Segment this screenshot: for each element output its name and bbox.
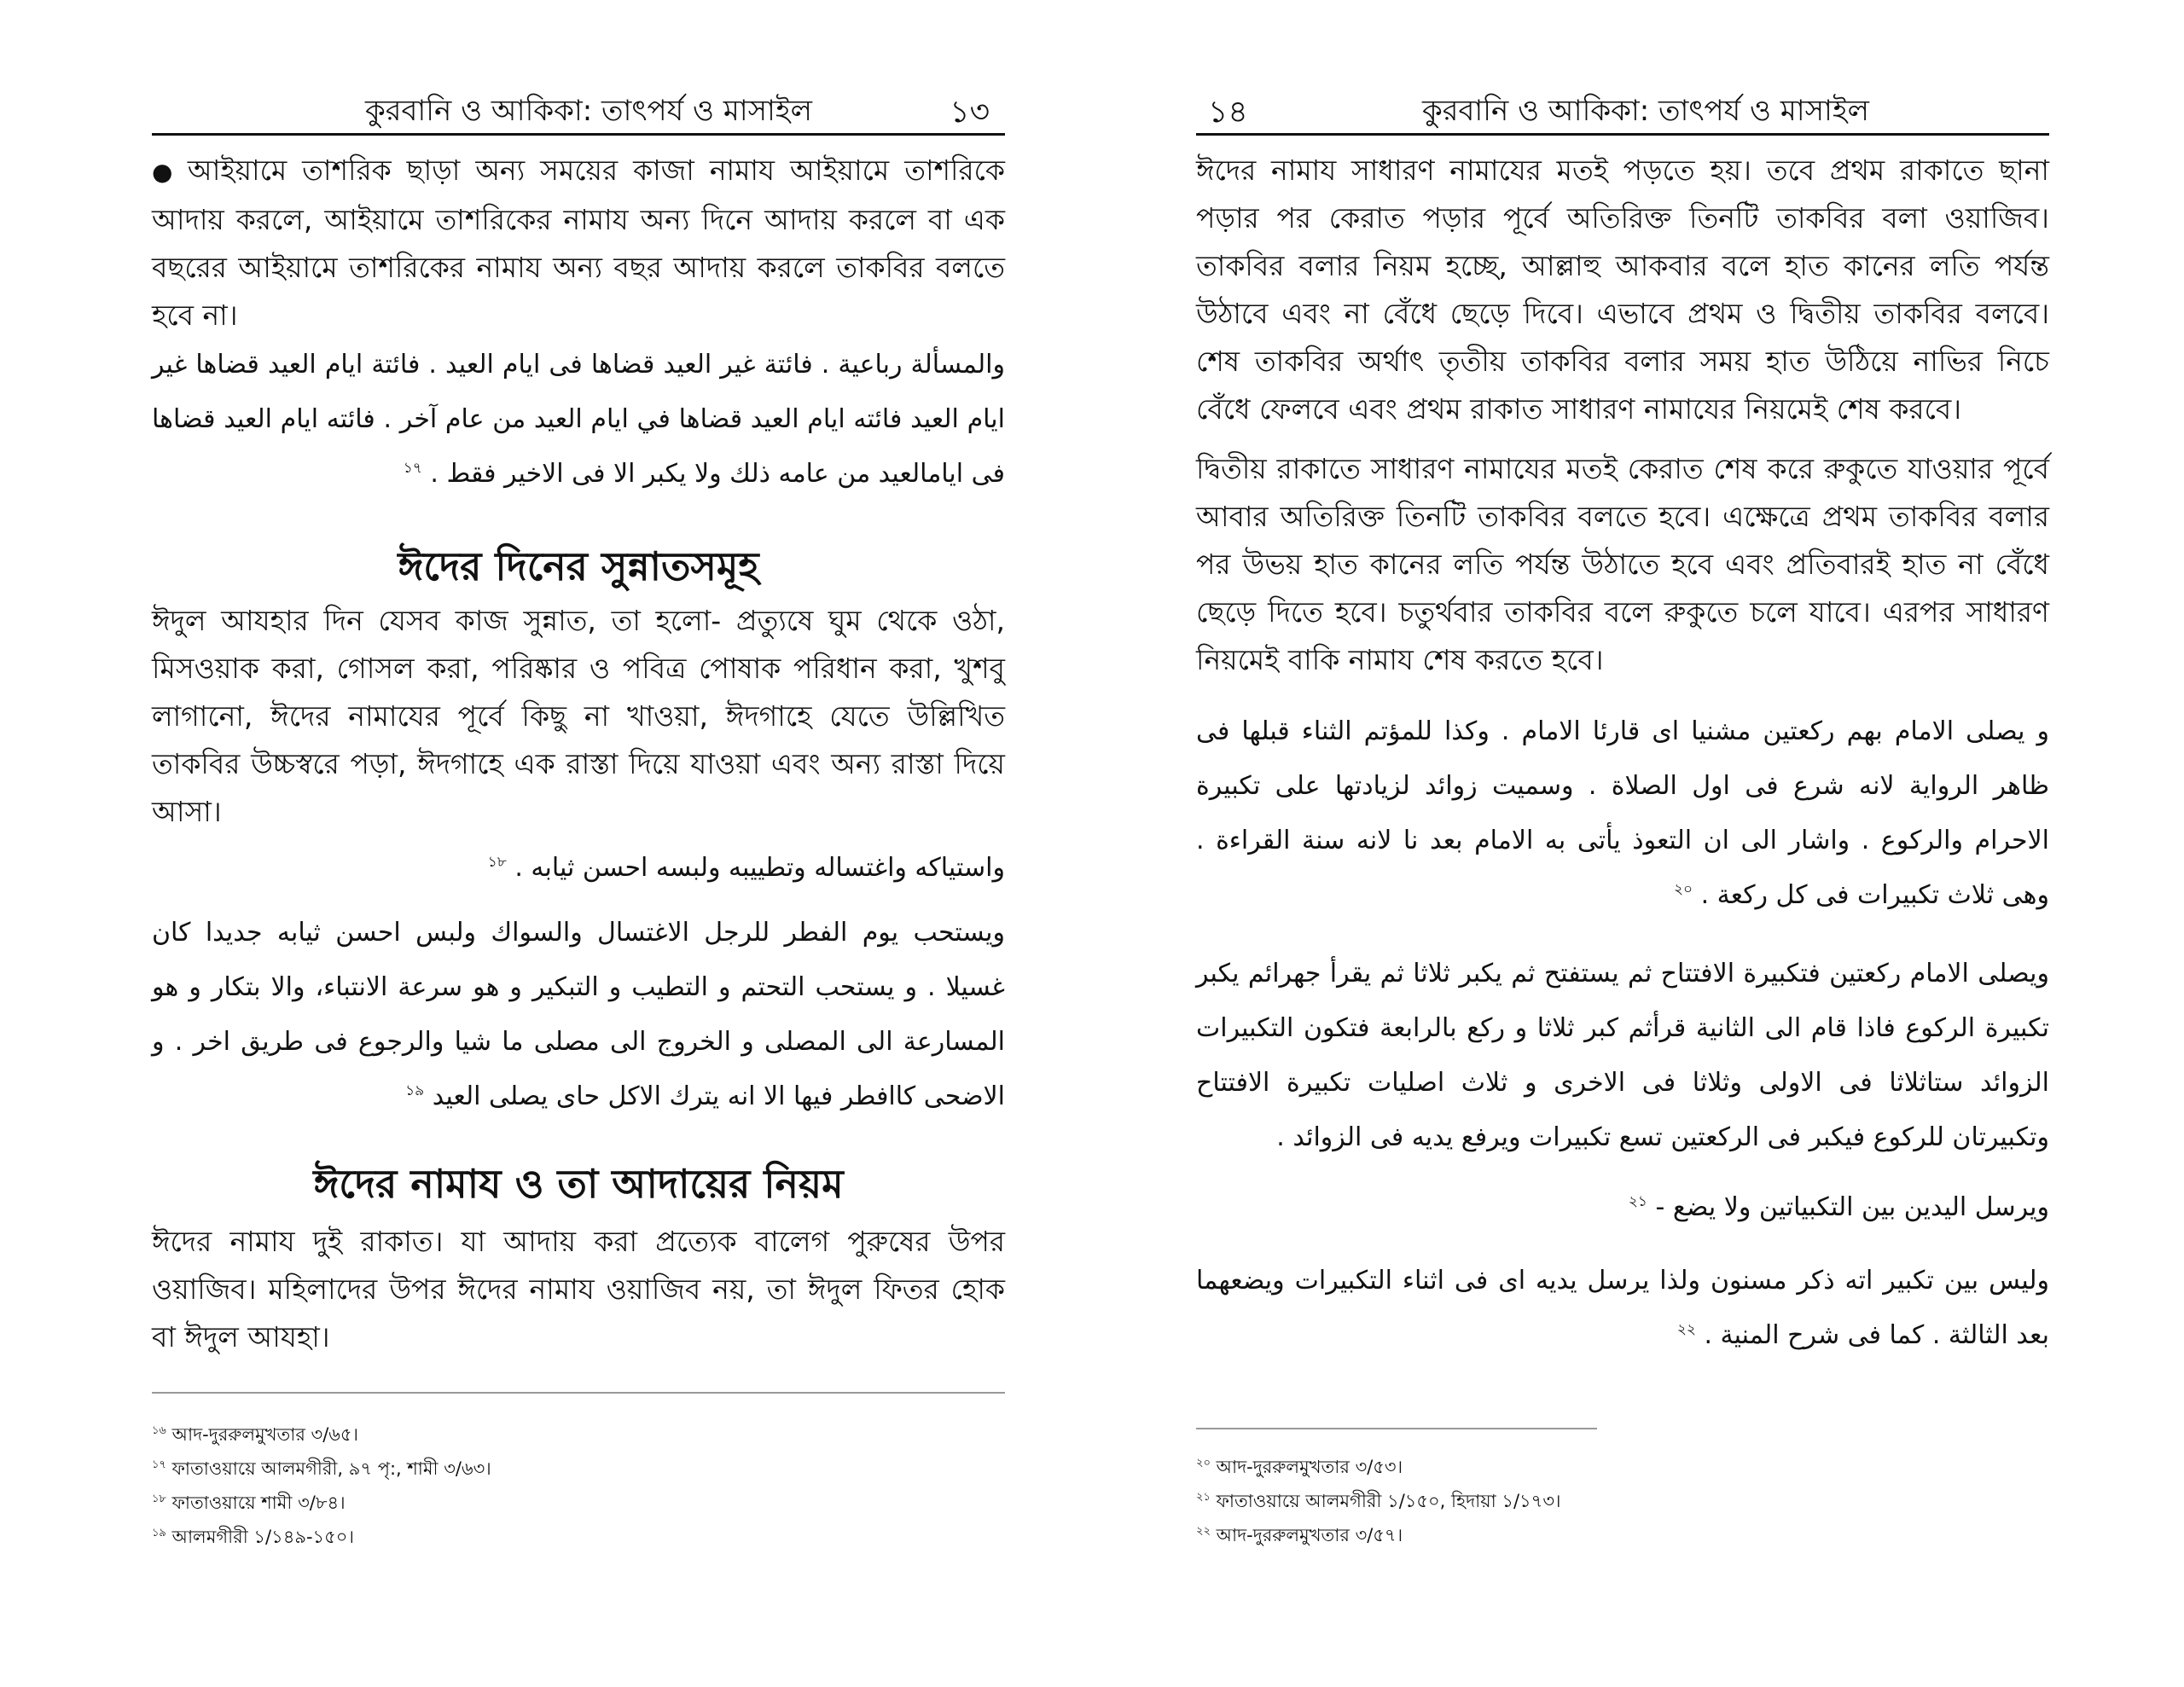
page-number: ১৪: [1208, 95, 1248, 130]
running-title: কুরবানি ও আকিকা: তাৎপর্য ও মাসাইল: [1422, 94, 1869, 128]
section-heading-sunnah: ঈদের দিনের সুন্নাতসমূহ: [398, 543, 759, 589]
footnote: $^{১৯}$ আলমগীরী ১/১৪৯-১৫০।: [152, 1527, 354, 1547]
header-rule: [152, 133, 1005, 136]
paragraph-first-rakat: ঈদের নামায সাধারণ নামাযের মতই পড়তে হয়। তবে প্রথম রাকাতে ছানা পড়ার পর কেরাত পড়ার পূর্বে অতিরিক্ত তিনটি তাকবির বলা ওয়াজিব। তাকবির বলার নিয়ম হচ্ছে, আল্লাহু আকবার বলে হাত কানের লতি পর্যন্ত উঠাবে এবং না বেঁধে ছেড়ে দিবে। এভাবে প্রথম ও দ্বিতীয় তাকবির বলবে। শেষ তাকবির অর্থাৎ তৃতীয় তাকবির বলার সময় হাত উঠিয়ে নাভির নিচে বেঁধে ফেলবে এবং প্রথম রাকাত সাধারণ নামাযের নিয়মেই শেষ করবে।: [1196, 154, 2049, 426]
paragraph-tashrik: ● আইয়ামে তাশরিক ছাড়া অন্য সময়ের কাজা নামায আইয়ামে তাশরিকে আদায় করলে, আইয়ামে তাশরিকের নামায অন্য দিনে আদায় করলে বা এক বছরের আইয়ামে তাশরিকের নামায অন্য বছর আদায় করলে তাকবির বলতে হবে না।: [152, 154, 1005, 332]
page-number: ১৩: [950, 95, 990, 130]
footnote-ref: ২০: [1673, 881, 1693, 898]
page-header: [152, 89, 1005, 131]
arabic-quote-4: وليس بين تكبير اته ذكر مسنون ولذا يرسل يديه اى فى اثناء التكبيرات ويضعهما بعد الثالثة . كما فى شرح المنية . $^{২২}$: [1196, 1266, 2049, 1350]
footnote-ref: ২২: [1676, 1321, 1696, 1338]
header-rule: [1196, 133, 2049, 136]
page-header: [1196, 89, 2049, 131]
paragraph-eid-prayer: ঈদের নামায দুই রাকাত। যা আদায় করা প্রত্যেক বালেগ পুরুষের উপর ওয়াজিব। মহিলাদের উপর ঈদের নামায ওয়াজিব নয়, তা ঈদুল ফিতর হোক বা ঈদুল আযহা।: [152, 1225, 1005, 1354]
footnotes: [152, 1416, 1005, 1552]
footnote: $^{২২}$ আদ-দুররুলমুখতার ৩/৫৭।: [1196, 1525, 1403, 1545]
footnote: $^{১৬}$ আদ-দুররুলমুখতার ৩/৬৫।: [152, 1424, 359, 1445]
footnote: $^{১৮}$ ফাতাওয়ায়ে শামী ৩/৮৪।: [152, 1493, 346, 1513]
paragraph-sunnah: ঈদুল আযহার দিন যেসব কাজ সুন্নাত, তা হলো- প্রত্যুষে ঘুম থেকে ওঠা, মিসওয়াক করা, গোসল করা, পরিষ্কার ও পবিত্র পোষাক পরিধান করা, খুশবু লাগানো, ঈদের নামাযের পূর্বে কিছু না খাওয়া, ঈদগাহে যেতে উল্লিখিত তাকবির উচ্চস্বরে পড়া, ঈদগাহে এক রাস্তা দিয়ে যাওয়া এবং অন্য রাস্তা দিয়ে আসা।: [152, 604, 1005, 828]
section-heading-eid-prayer: ঈদের নামায ও তা আদায়ের নিয়ম: [313, 1161, 844, 1207]
footnote-rule: [1196, 1428, 1597, 1429]
footnote-ref: ১৮: [487, 854, 507, 871]
paragraph-second-rakat: দ্বিতীয় রাকাতে সাধারণ নামাযের মতই কেরাত শেষ করে রুকুতে যাওয়ার পূর্বে আবার অতিরিক্ত তিনটি তাকবির বলতে হবে। এক্ষেত্রে প্রথম তাকবির বলার পর উভয় হাত কানের লতি পর্যন্ত উঠাতে হবে এবং প্রতিবারই হাত না বেঁধে ছেড়ে দিতে হবে। চতুর্থবার তাকবির বলে রুকুতে চলে যাবে। এরপর সাধারণ নিয়মেই বাকি নামায শেষ করতে হবে।: [1196, 452, 2049, 676]
footnote-ref: ২১: [1628, 1193, 1647, 1210]
footnote-ref: ১৯: [405, 1082, 425, 1099]
arabic-quote-3: ويرسل اليدين بين التكبياتين ولا يضع - $^{২১}$: [1628, 1192, 2049, 1222]
footnotes: [1196, 1448, 2049, 1551]
footnote-rule: [152, 1392, 1005, 1394]
arabic-quote-1: و يصلى الامام بهم ركعتين مشنيا اى قارئا الامام . وكذا للمؤتم الثناء قبلها فى ظاهر الرواية لانه شرع فى اول الصلاة . وسميت زوائد لزيادتها على تكبيرة الاحرام والركوع . واشار الى ان التعوذ يأتى به الامام بعد نا لانه سنة القراءة . وهى ثلاث تكبيرات فى كل ركعة . $^{২০}$: [1196, 716, 2049, 910]
running-title: কুরবানি ও আকিকা: তাৎপর্য ও মাসাইল: [365, 94, 812, 128]
bullet-icon: ●: [152, 158, 179, 186]
arabic-quote-2: واستياكه واغتساله وتطييبه ولبسه احسن ثيابه . $^{১৮}$: [487, 853, 1005, 883]
footnote: $^{২০}$ আদ-দুররুলমুখতার ৩/৫৩।: [1196, 1457, 1403, 1477]
footnote: $^{২১}$ ফাতাওয়ায়ে আলমগীরী ১/১৫০, হিদায়া ১/১৭৩।: [1196, 1491, 1561, 1511]
left-page: [152, 0, 1005, 1687]
arabic-quote-3: ويستحب يوم الفطر للرجل الاغتسال والسواك ولبس احسن ثيابه جديدا كان غسيلا . و يستحب التحتم و التطيب و التبكير و هو سرعة الانتباء، والا بتكار و هو المسارعة الى المصلى و الخروج الى مصلى ما شيا والرجوع فى طريق اخر . و الاضحى كاافطر فيها الا انه يترك الاكل حاى يصلى العيد $^{১৯}$: [152, 918, 1005, 1111]
right-page: [1196, 0, 2049, 1687]
arabic-quote-1: والمسألة رباعية . فائتة غير العيد قضاها فى ايام العيد . فائتة ايام العيد قضاها غير ايام العيد فائته ايام العيد قضاها في ايام العيد من عام آخر . فائته ايام العيد قضاها فى ايامالعيد من عامه ذلك ولا يكبر الا فى الاخير فقط . $^{১৭}$: [152, 350, 1005, 489]
footnote-ref: ১৭: [403, 460, 422, 477]
arabic-quote-2: ويصلى الامام ركعتين فتكبيرة الافتتاح ثم يستفتح ثم يكبر ثلاثا ثم يقرأ جهرائم يكبر تكبيرة الركوع فاذا قام الى الثانية قرأثم كبر ثلاثا و ركع بالرابعة فتكون التكبيرات الزوائد ستاثلاثا فى الاولى وثلاثا فى الاخرى و ثلاث اصليات تكبيرة الافتتاح وتكبيرتان للركوع فيكبر فى الركعتين تسع تكبيرات ويرفع يديه فى الزوائد .: [1196, 959, 2049, 1152]
footnote: $^{১৭}$ ফাতাওয়ায়ে আলমগীরী, ৯৭ পৃ:, শামী ৩/৬৩।: [152, 1458, 491, 1479]
